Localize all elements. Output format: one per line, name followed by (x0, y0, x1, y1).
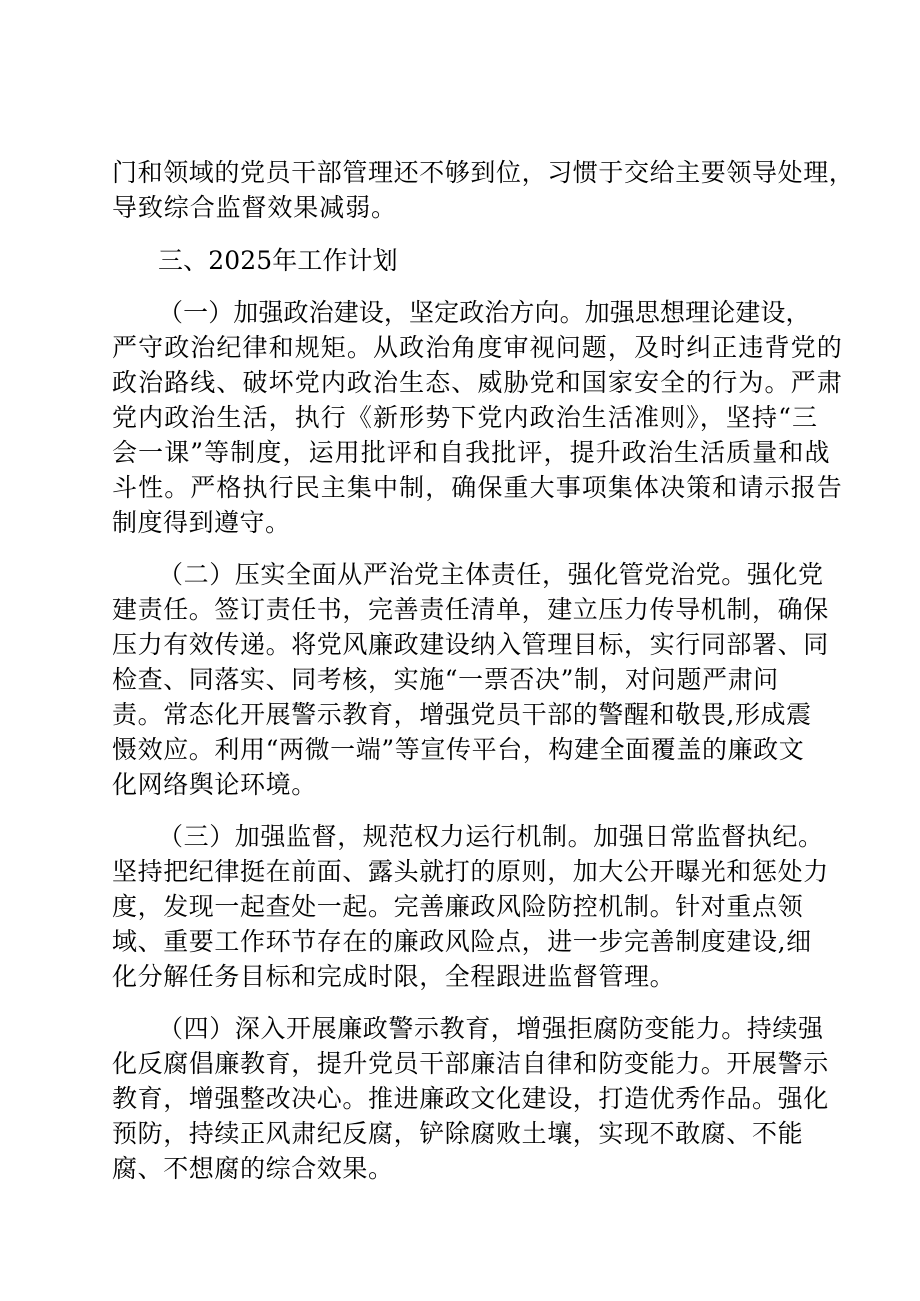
paragraph-4-line: 预防，持续正风肃纪反腐，铲除腐败土壤，实现不敢腐、不能 (112, 1119, 804, 1148)
paragraph-2-line: 责。常态化开展警示教育，增强党员干部的警醒和敬畏,形成震 (112, 700, 812, 729)
paragraph-2-line: 建责任。签订责任书，完善责任清单，建立压力传导机制，确保 (112, 595, 829, 624)
continuation-line: 门和领域的党员干部管理还不够到位，习惯于交给主要领导处理， (112, 158, 855, 187)
paragraph-1-line: （一）加强政治建设，坚定政治方向。加强思想理论建设， (158, 298, 811, 327)
paragraph-2-line: 检查、同落实、同考核，实施“一票否决”制，对问题严肃问 (112, 665, 779, 694)
paragraph-2-line: 化网络舆论环境。 (112, 770, 317, 799)
paragraph-1-line: 斗性。严格执行民主集中制，确保重大事项集体决策和请示报告 (112, 473, 843, 502)
paragraph-3-line: 坚持把纪律挺在前面、露头就打的原则，加大公开曝光和惩处力 (112, 857, 829, 886)
paragraph-4-line: 教育，增强整改决心。推进廉政文化建设，打造优秀作品。强化 (112, 1084, 829, 1113)
paragraph-3-line: 域、重要工作环节存在的廉政风险点，进一步完善制度建设,细 (112, 927, 812, 956)
paragraph-1-line: 严守政治纪律和规矩。从政治角度审视问题，及时纠正违背党的 (112, 333, 843, 362)
paragraph-4-line: 化反腐倡廉教育，提升党员干部廉洁自律和防变能力。开展警示 (112, 1049, 829, 1078)
paragraph-2-line: 慑效应。利用“两微一端”等宣传平台，构建全面覆盖的廉政文 (112, 735, 805, 764)
paragraph-3-line: （三）加强监督，规范权力运行机制。加强日常监督执纪。 (158, 822, 824, 851)
paragraph-2-line: （二）压实全面从严治党主体责任，强化管党治党。强化党 (158, 560, 824, 589)
paragraph-3-line: 化分解任务目标和完成时限，全程跟进监督管理。 (112, 962, 676, 991)
paragraph-1-line: 会一课”等制度，运用批评和自我批评，提升政治生活质量和战 (112, 438, 831, 467)
paragraph-4-line: （四）深入开展廉政警示教育，增强拒腐防变能力。持续强 (158, 1014, 824, 1043)
paragraph-2-line: 压力有效传递。将党风廉政建设纳入管理目标，实行同部署、同 (112, 630, 829, 659)
paragraph-3-line: 度，发现一起查处一起。完善廉政风险防控机制。针对重点领 (112, 892, 804, 921)
section-heading: 三、2025年工作计划 (158, 246, 398, 275)
paragraph-1-line: 党内政治生活，执行《新形势下党内政治生活准则》，坚持“三 (112, 403, 819, 432)
paragraph-1-line: 制度得到遵守。 (112, 508, 291, 537)
paragraph-1-line: 政治路线、破坏党内政治生态、威胁党和国家安全的行为。严肃 (112, 368, 843, 397)
paragraph-4-line: 腐、不想腐的综合效果。 (112, 1154, 394, 1183)
continuation-line: 导致综合监督效果减弱。 (112, 193, 397, 222)
